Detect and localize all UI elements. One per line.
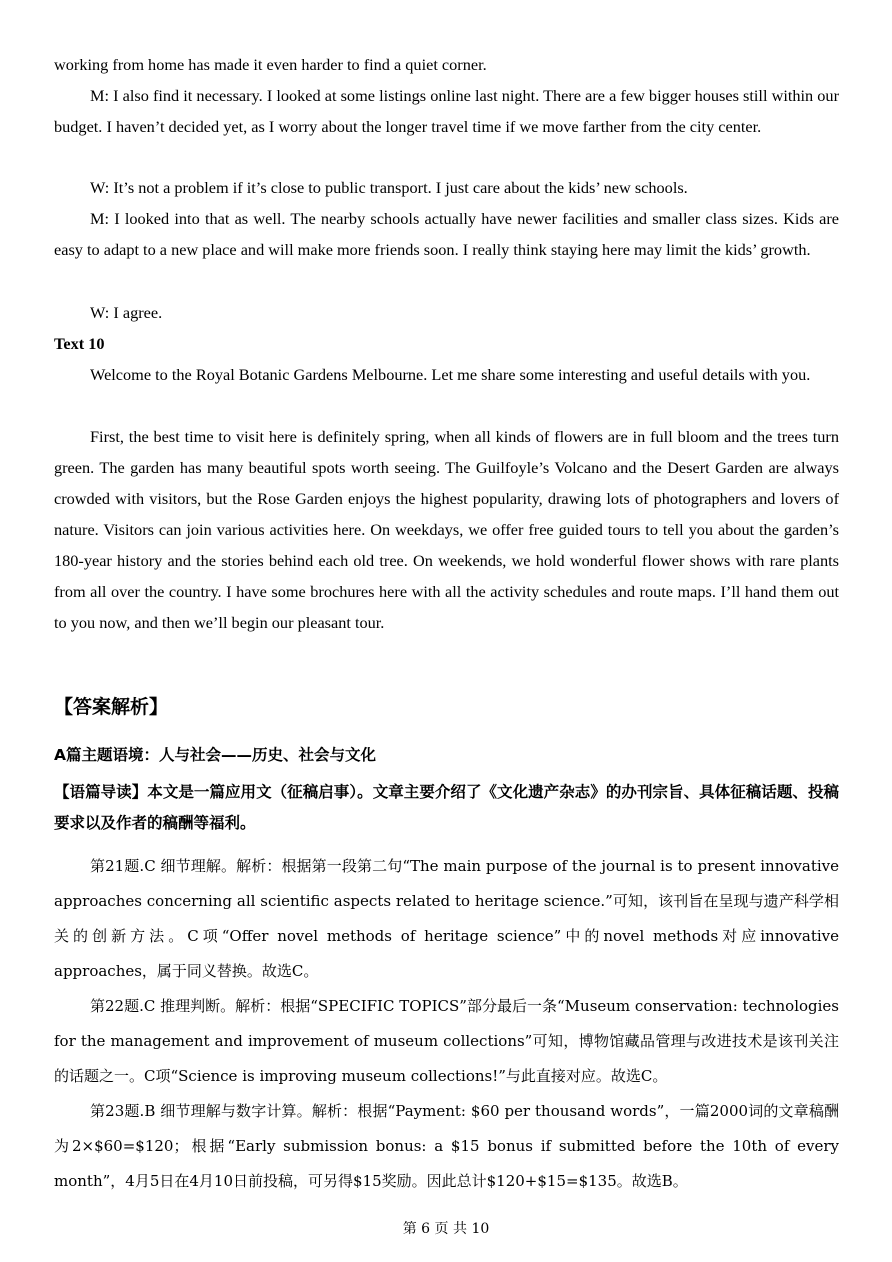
answer-analysis-heading: 【答案解析】 — [54, 696, 169, 718]
part-a-theme: A篇主题语境：人与社会——历史、社会与文化 — [54, 746, 376, 764]
page-number: 第 6 页 共 10 — [402, 1221, 490, 1237]
passage-intro: 【语篇导读】本文是一篇应用文（征稿启事）。文章主要介绍了《文化遗产杂志》的办刊宗旨、具体征稿话题、投稿要求以及作者的稿酬等福利。 — [54, 783, 839, 832]
question-23-analysis: 第23题.B 细节理解与数字计算。解析：根据“Payment: $60 per thousand words”，一篇2000词的文章稿酬为2×$60=$120；根据“Early submission bonus: a $15 bonus if submitted before the 10th of every month”，4月5日在4月10日前投稿，可另得$15奖励。因此总计$120+$15=$135。故选B。 — [54, 1102, 839, 1190]
paragraph-dialogue-w1: W: It’s not a problem if it’s close to public transport. I just care about the kids’ new schools. — [90, 178, 688, 197]
paragraph-dialogue-w2: W: I agree. — [90, 303, 163, 322]
question-21-analysis: 第21题.C 细节理解。解析：根据第一段第二句“The main purpose of the journal is to present innovative approaches concerning all scientific aspects related to heritage science.”可知，该刊旨在呈现与遗产科学相关的创新方法。C项“Offer novel methods of heritage science”中的novel methods对应innovative approaches，属于同义替换。故选C。 — [54, 857, 839, 980]
paragraph-text10-intro: Welcome to the Royal Botanic Gardens Melbourne. Let me share some interesting and useful details with you. — [90, 365, 811, 384]
paragraph-dialogue-continuation: working from home has made it even harder to find a quiet corner. — [54, 55, 487, 74]
paragraph-dialogue-m1: M: I also find it necessary. I looked at some listings online last night. There are a few bigger houses still within our budget. I haven’t decided yet, as I worry about the longer travel time if we move farther from the city center. — [54, 86, 839, 136]
text10-title: Text 10 — [54, 334, 105, 353]
question-22-analysis: 第22题.C 推理判断。解析：根据“SPECIFIC TOPICS”部分最后一条“Museum conservation: technologies for the management and improvement of museum collections”可知，博物馆藏品管理与改进技术是该刊关注的话题之一。C项“Science is improving museum collections!”与此直接对应。故选C。 — [54, 997, 839, 1085]
paragraph-text10-body: First, the best time to visit here is definitely spring, when all kinds of flowers are in full bloom and the trees turn green. The garden has many beautiful spots worth seeing. The Guilfoyle’s Volcano and the Desert Garden are always crowded with visitors, but the Rose Garden enjoys the highest popularity, drawing lots of photographers and lovers of nature. Visitors can join various activities here. On weekdays, we offer free guided tours to tell you about the garden’s 180-year history and the stories behind each old tree. On weekends, we hold wonderful flower shows with rare plants from all over the country. I have some brochures here with all the activity schedules and route maps. I’ll hand them out to you now, and then we’ll begin our pleasant tour. — [54, 427, 839, 632]
paragraph-dialogue-m2: M: I looked into that as well. The nearby schools actually have newer facilities and smaller class sizes. Kids are easy to adapt to a new place and will make more friends soon. I really think staying here may limit the kids’ growth. — [54, 209, 839, 259]
